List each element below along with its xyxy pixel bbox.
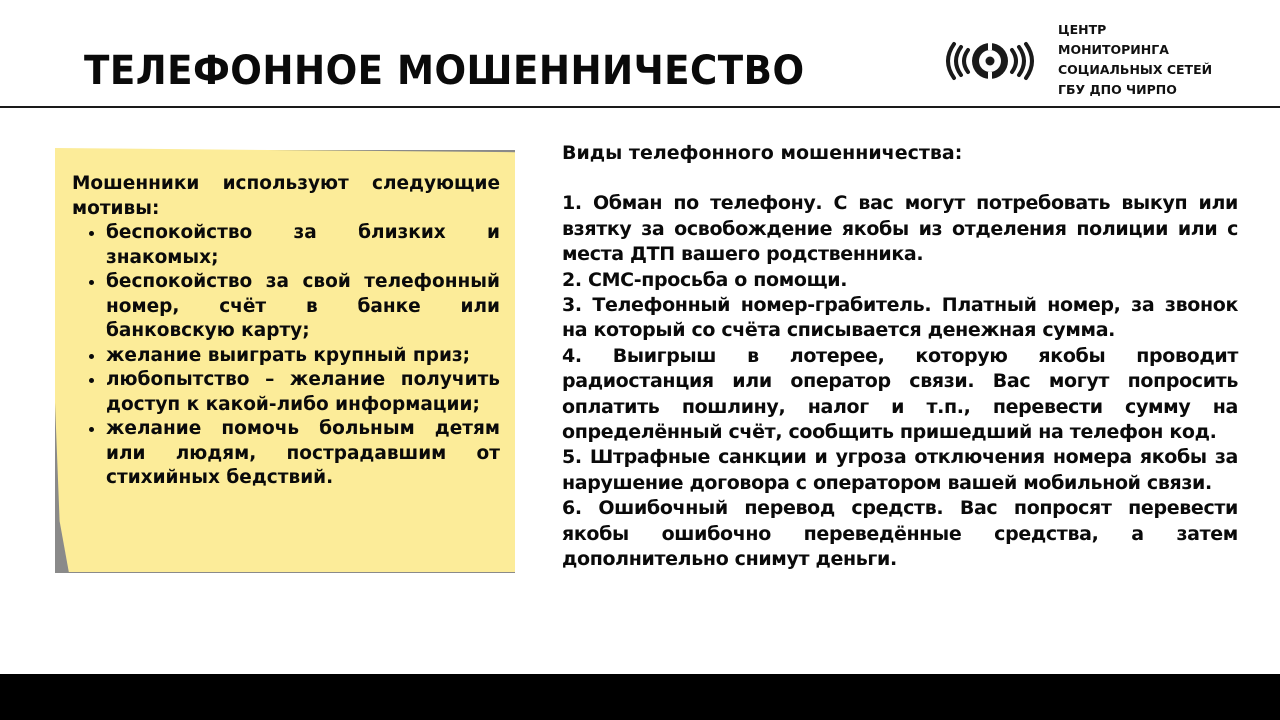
- org-line: МОНИТОРИНГА: [1058, 42, 1169, 57]
- fraud-type-item: 2. СМС-просьба о помощи.: [562, 268, 848, 291]
- motives-block: [72, 172, 500, 491]
- fraud-type-item: 3. Телефонный номер-грабитель. Платный номер, за звонок на который со счёта списывается денежная сумма.: [562, 294, 1238, 342]
- bottom-bar: [0, 674, 1280, 720]
- fraud-type-item: 6. Ошибочный перевод средств. Вас попросят перевести якобы ошибочно переведённые средства, а затем дополнительно снимут деньги.: [562, 497, 1238, 571]
- org-line: ГБУ ДПО ЧИРПО: [1058, 82, 1177, 97]
- list-item: • желание помочь больным детям или людям, пострадавшим от стихийных бедствий.: [106, 417, 500, 491]
- motives-list: [72, 221, 500, 491]
- fraud-type-item: 4. Выигрыш в лотерее, которую якобы проводит радиостанция или оператор связи. Вас могут попросить оплатить пошлину, налог и т.п., перевести сумму на определённый счёт, сообщить пришедший на телефон код.: [562, 344, 1238, 444]
- motives-intro: Мошенники используют следующие мотивы:: [72, 173, 500, 219]
- header-divider: [0, 106, 1280, 108]
- fraud-types-heading: Виды телефонного мошенничества:: [562, 142, 963, 164]
- fraud-types-block: [562, 141, 1238, 573]
- page-title: ТЕЛЕФОННОЕ МОШЕННИЧЕСТВО: [84, 48, 805, 94]
- list-item: • беспокойство за свой телефонный номер, счёт в банке или банковскую карту;: [106, 270, 500, 344]
- org-line: СОЦИАЛЬНЫХ СЕТЕЙ: [1058, 62, 1213, 77]
- broadcast-signal-icon: [940, 36, 1040, 86]
- org-line: ЦЕНТР: [1058, 22, 1107, 37]
- fraud-type-item: 1. Обман по телефону. С вас могут потребовать выкуп или взятку за освобождение якобы из отделения полиции или с места ДТП вашего родственника.: [562, 192, 1238, 266]
- organization-name: [1058, 20, 1212, 100]
- list-item: • любопытство – желание получить доступ к какой-либо информации;: [106, 368, 500, 417]
- fraud-type-item: 5. Штрафные санкции и угроза отключения номера якобы за нарушение договора с оператором вашей мобильной связи.: [562, 446, 1238, 494]
- list-item: • беспокойство за близких и знакомых;: [106, 221, 500, 270]
- list-item: • желание выиграть крупный приз;: [106, 344, 500, 369]
